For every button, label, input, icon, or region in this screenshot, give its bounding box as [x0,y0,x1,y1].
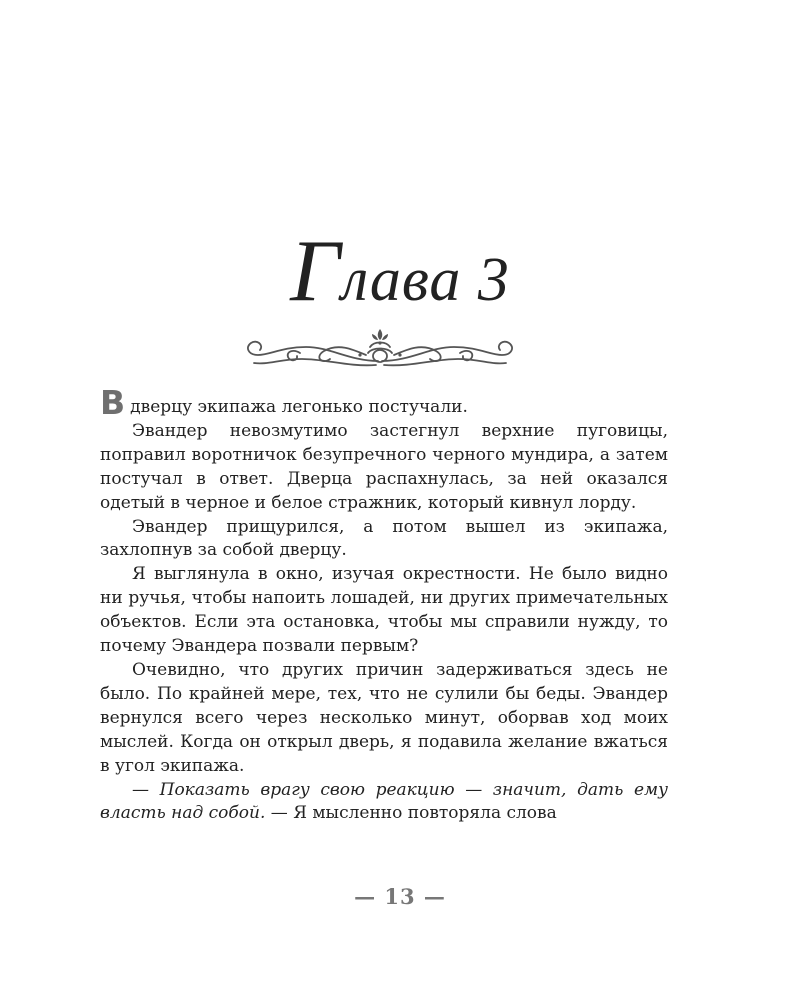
paragraph-6 [100,779,668,827]
paragraph-6-italic-quote: — Показать врагу свою реакцию — значит, дать ему власть над собой. [100,779,668,824]
chapter-title [0,223,800,320]
page-number: — 13 — [354,884,446,909]
flourish-divider-icon [240,325,520,377]
chapter-title-rest: лава 3 [341,246,510,314]
paragraph-2: Эвандер невозмутимо застегнул верхние пуговицы, поправил воротничок безупречного черного мундира, а затем постучал в ответ. Дверца распахнулась, за ней оказался одетый в черное и белое стражник, который кивнул лорду. [100,420,668,513]
paragraph-5: Очевидно, что других причин задерживаться здесь не было. По крайней мере, тех, что не сулили бы беды. Эвандер вернулся всего через несколько минут, оборвав ход моих мыслей. Когда он открыл дверь, я подавила желание вжаться в угол экипажа. [100,659,668,776]
chapter-title-initial: Г [290,223,342,320]
drop-cap-letter: В [100,383,126,422]
paragraph-4: Я выглянула в окно, изучая окрестности. Не было видно ни ручья, чтобы напоить лошадей, ни других примечательных объектов. Если эта остановка, чтобы мы справили нужду, то почему Эвандера позвали первым? [100,564,668,657]
chapter-body-text [100,383,668,826]
paragraph-3: Эвандер прищурился, а потом вышел из экипажа, захлопнув за собой дверцу. [100,516,668,561]
paragraph-1 [100,383,668,422]
paragraph-1-text: дверцу экипажа легонько постучали. [130,397,468,417]
paragraph-6-text: — Я мысленно повторяла слова [265,803,557,824]
